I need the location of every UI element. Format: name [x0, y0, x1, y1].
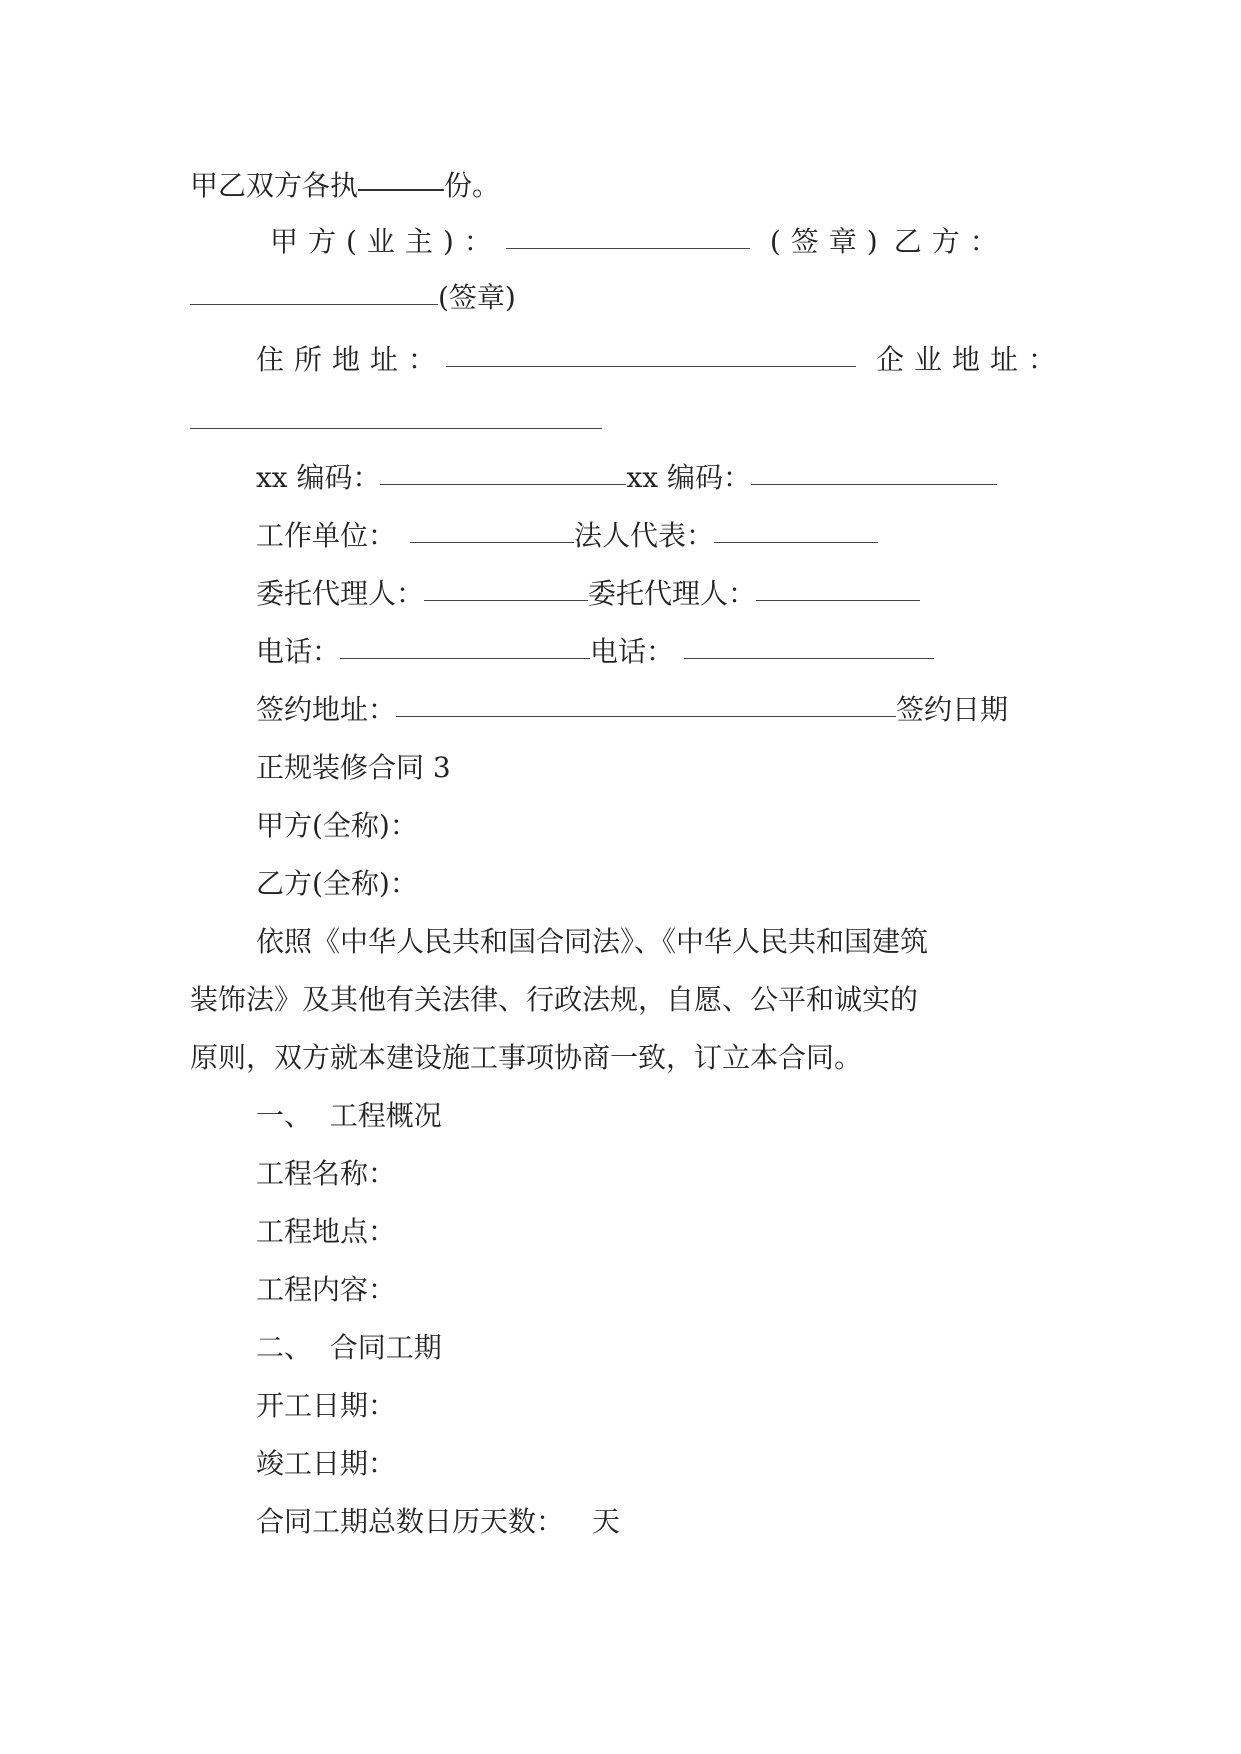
- residence-blank[interactable]: [446, 365, 856, 367]
- section-1-heading: 一、 工程概况: [256, 1099, 442, 1132]
- phone-blank-2[interactable]: [684, 657, 934, 659]
- agent-blank-1[interactable]: [424, 599, 588, 601]
- party-b-full: 乙方(全称)：: [256, 867, 418, 900]
- agent-blank-2[interactable]: [756, 599, 920, 601]
- party-a-blank[interactable]: [506, 247, 750, 249]
- sign-address-line: [256, 690, 1050, 730]
- section-2-heading: 二、 合同工期: [256, 1331, 442, 1364]
- party-a-full: 甲方(全称)：: [256, 809, 418, 842]
- agent-line: [256, 574, 1050, 614]
- work-unit-line: [256, 516, 1050, 556]
- intro-line-1: 依照《中华人民共和国合同法》、《中华人民共和国建筑: [256, 925, 929, 958]
- residence-label: 住所地址：: [256, 343, 447, 376]
- days-unit: 天: [592, 1505, 621, 1538]
- party-b-label: 乙方：: [893, 225, 1008, 258]
- sign-address-blank[interactable]: [396, 715, 896, 717]
- party-b-blank[interactable]: [190, 303, 438, 305]
- code-label-1: xx 编码：: [256, 461, 381, 494]
- total-days-label: 合同工期总数日历天数：: [256, 1505, 565, 1538]
- start-date: 开工日期：: [256, 1389, 397, 1422]
- project-name: 工程名称：: [256, 1157, 397, 1190]
- code-blank-2[interactable]: [751, 483, 997, 485]
- code-label-2: xx 编码：: [626, 461, 751, 494]
- legal-rep-blank[interactable]: [714, 541, 878, 543]
- project-location: 工程地点：: [256, 1215, 397, 1248]
- agent-label-2: 委托代理人：: [588, 577, 757, 610]
- party-b-signature-line: [190, 278, 1050, 318]
- intro-line-2: 装饰法》及其他有关法律、行政法规，自愿、公平和诚实的: [190, 983, 919, 1016]
- project-content: 工程内容：: [256, 1273, 397, 1306]
- contract-title: 正规装修合同 3: [256, 751, 451, 784]
- seal-label: (签章): [769, 225, 888, 258]
- total-days-line: [256, 1502, 1050, 1542]
- copies-text-after: 份。: [444, 169, 501, 202]
- work-unit-blank[interactable]: [410, 541, 574, 543]
- party-a-label: 甲方(业主)：: [270, 225, 502, 258]
- copies-blank[interactable]: [358, 188, 444, 191]
- intro-line-3: 原则，双方就本建设施工事项协商一致，订立本合同。: [190, 1041, 863, 1074]
- phone-line: [256, 632, 1050, 672]
- company-address-label: 企业地址：: [876, 343, 1067, 376]
- code-blank-1[interactable]: [380, 483, 626, 485]
- copies-line: [190, 166, 1050, 206]
- company-address-line: [190, 402, 1050, 442]
- phone-blank-1[interactable]: [340, 657, 590, 659]
- legal-rep-label: 法人代表：: [574, 519, 715, 552]
- code-line: [256, 458, 1050, 498]
- address-line: [256, 340, 1067, 380]
- party-signature-line: [270, 222, 1050, 262]
- company-address-blank[interactable]: [190, 427, 602, 429]
- end-date: 竣工日期：: [256, 1447, 397, 1480]
- sign-date-label: 签约日期: [896, 693, 1009, 726]
- agent-label-1: 委托代理人：: [256, 577, 425, 610]
- copies-text-before: 甲乙双方各执: [190, 169, 359, 202]
- phone-label-2: 电话：: [590, 635, 675, 668]
- sign-address-label: 签约地址：: [256, 693, 397, 726]
- seal-label-2: (签章): [438, 281, 516, 314]
- work-unit-label: 工作单位：: [256, 519, 397, 552]
- phone-label-1: 电话：: [256, 635, 341, 668]
